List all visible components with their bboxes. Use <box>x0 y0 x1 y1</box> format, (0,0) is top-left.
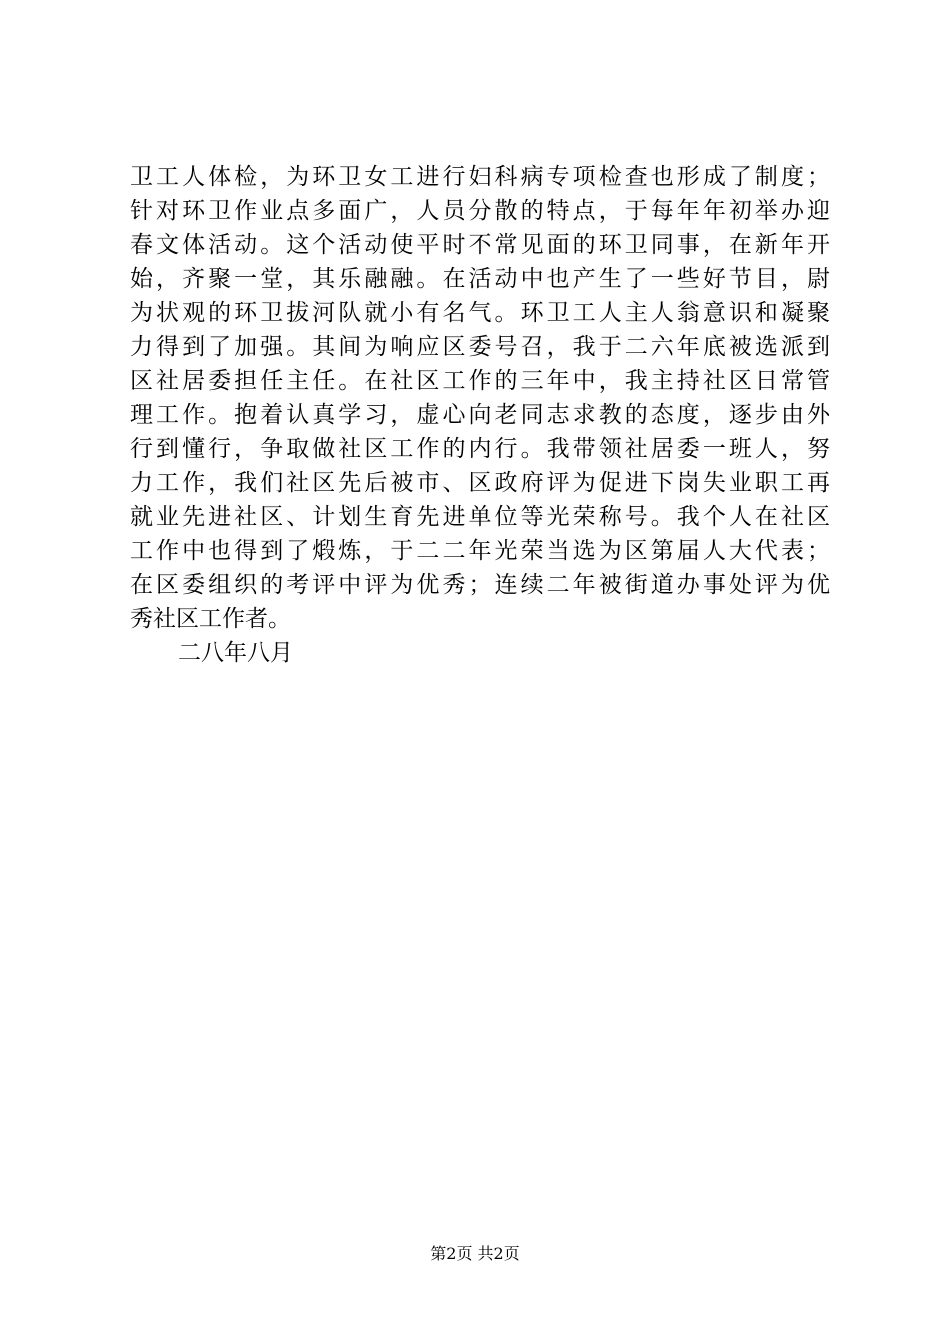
paragraph-line: 力得到了加强。其间为响应区委号召，我于二六年底被选派到 <box>130 334 830 360</box>
paragraph-line: 工作中也得到了煅炼，于二二年光荣当选为区第届人大代表； <box>130 538 830 564</box>
paragraph-line: 理工作。抱着认真学习，虚心向老同志求教的态度，逐步由外 <box>130 402 830 428</box>
paragraph-line: 就业先进社区、计划生育先进单位等光荣称号。我个人在社区 <box>130 504 830 530</box>
paragraph-line: 为状观的环卫拔河队就小有名气。环卫工人主人翁意识和凝聚 <box>130 300 830 326</box>
paragraph-line: 秀社区工作者。 <box>130 606 291 632</box>
paragraph-line: 针对环卫作业点多面广，人员分散的特点，于每年年初举办迎 <box>130 198 830 224</box>
document-date: 二八年八月 <box>178 640 293 666</box>
paragraph-line: 卫工人体检，为环卫女工进行妇科病专项检查也形成了制度； <box>130 164 830 190</box>
paragraph-line: 始，齐聚一堂，其乐融融。在活动中也产生了一些好节目，尉 <box>130 266 830 292</box>
paragraph-line: 春文体活动。这个活动使平时不常见面的环卫同事，在新年开 <box>130 232 830 258</box>
page-number-footer: 第2页 共2页 <box>430 1244 520 1263</box>
paragraph-line: 力工作，我们社区先后被市、区政府评为促进下岗失业职工再 <box>130 470 830 496</box>
paragraph-line: 行到懂行，争取做社区工作的内行。我带领社居委一班人，努 <box>130 436 830 462</box>
paragraph-line: 在区委组织的考评中评为优秀；连续二年被街道办事处评为优 <box>130 572 830 598</box>
paragraph-line: 区社居委担任主任。在社区工作的三年中，我主持社区日常管 <box>130 368 830 394</box>
document-body <box>130 160 830 670</box>
